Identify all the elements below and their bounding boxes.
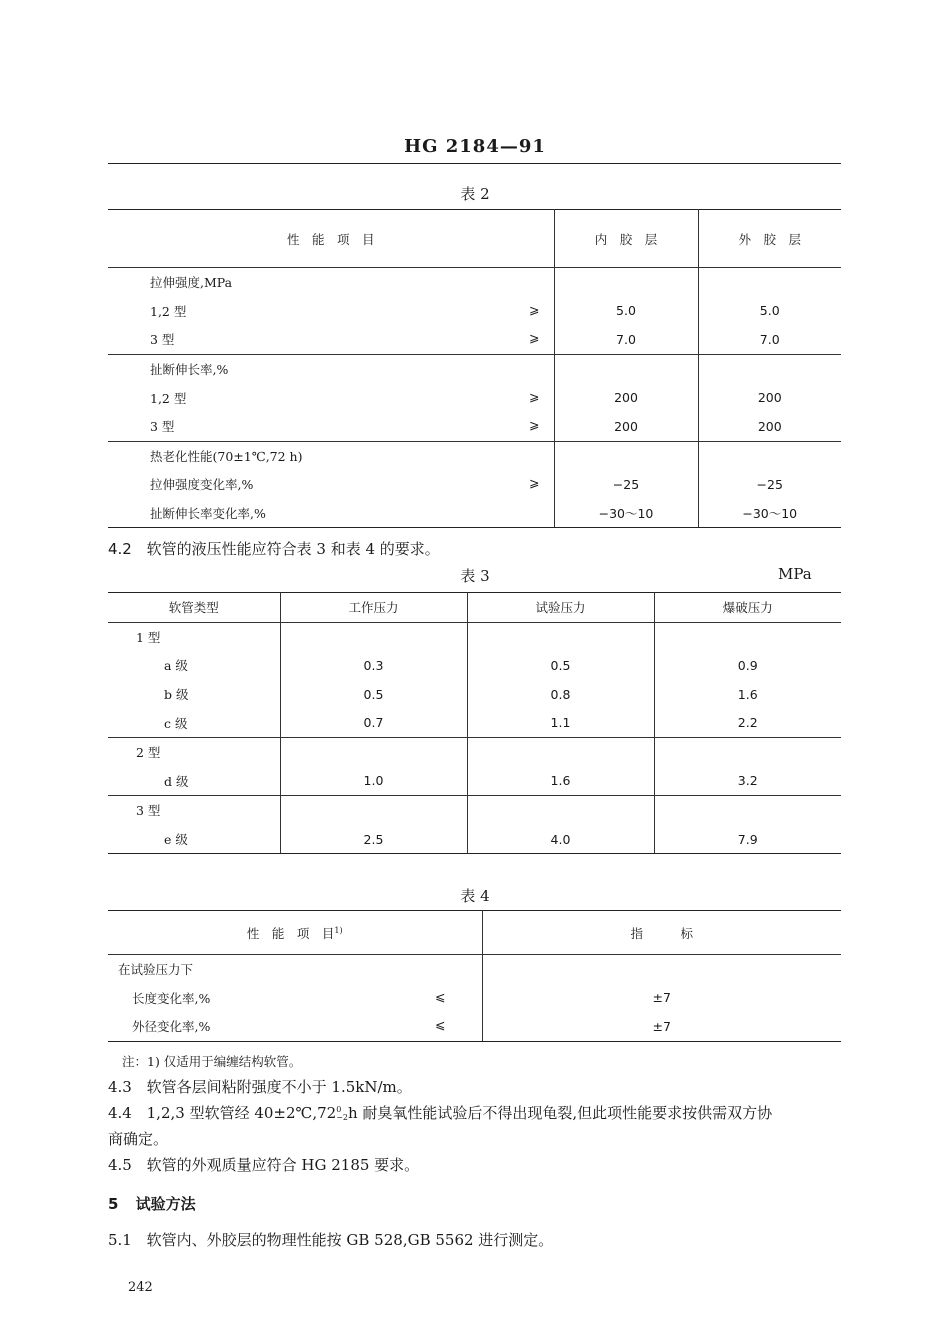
ge-icon: ⩾	[529, 301, 540, 317]
t4-value: ±7	[482, 1012, 841, 1041]
t2-row-label-text: 拉伸强度变化率,%	[150, 477, 254, 493]
t3-col-work: 工作压力	[280, 593, 467, 623]
t3-test: 0.5	[467, 651, 654, 680]
t3-grade: d 级	[108, 767, 280, 796]
t2-inner-value: 200	[554, 412, 698, 441]
table4-caption: 表 4	[460, 887, 490, 905]
para-4-4-continued: 商确定。	[108, 1130, 169, 1148]
t4-row-label	[108, 984, 482, 1013]
t2-row-label	[108, 297, 554, 326]
t2-row-label-text: 1,2 型	[150, 303, 187, 319]
t2-col-inner: 内 胶 层	[554, 210, 698, 268]
t3-work: 2.5	[280, 825, 467, 854]
t2-row-label	[108, 499, 554, 528]
t3-type: 3 型	[108, 796, 280, 825]
t2-row-label	[108, 412, 554, 441]
t3-grade: e 级	[108, 825, 280, 854]
para-text: 软管内、外胶层的物理性能按 GB 528,GB 5562 进行测定。	[146, 1231, 554, 1249]
t2-inner-value: −30～10	[554, 499, 698, 528]
table2-caption: 表 2	[460, 185, 490, 203]
t2-inner-value: 200	[554, 383, 698, 412]
t2-outer-value: −25	[756, 476, 783, 492]
t2-col-outer: 外 胶 层	[698, 210, 841, 268]
t2-outer-value: 200	[757, 418, 782, 434]
section-num: 5	[108, 1195, 119, 1213]
t3-col-type: 软管类型	[108, 593, 280, 623]
t2-row-label-text: 1,2 型	[150, 390, 187, 406]
para-num: 4.5	[108, 1156, 132, 1174]
para-text-cont: h 耐臭氧性能试验后不得出现龟裂,但此项性能要求按供需双方协	[347, 1104, 773, 1122]
t2-outer-value: 200	[757, 390, 782, 406]
t3-test: 4.0	[467, 825, 654, 854]
ge-icon: ⩾	[529, 388, 540, 404]
t4-row-label-text: 外径变化率,%	[132, 1019, 211, 1035]
page-number: 242	[128, 1280, 153, 1295]
tolerance	[336, 1106, 348, 1122]
t3-type: 1 型	[108, 622, 280, 651]
t2-row-label-text: 3 型	[150, 332, 175, 348]
para-4-5	[108, 1154, 419, 1175]
t2-group-title: 扯断伸长率,%	[108, 354, 554, 383]
t3-work: 0.7	[280, 708, 467, 737]
ge-icon: ⩾	[529, 475, 540, 491]
footnote-ref: 1)	[334, 925, 343, 935]
t2-row-label-text: 3 型	[150, 419, 175, 435]
t2-outer-value: 7.0	[759, 331, 780, 347]
para-num: 4.4	[108, 1104, 132, 1122]
tolerance-upper: 0	[336, 1105, 342, 1114]
t4-col-item	[108, 911, 482, 955]
t3-type: 2 型	[108, 737, 280, 766]
tolerance-lower: −2	[336, 1113, 348, 1122]
header-rule	[108, 163, 841, 164]
para-num: 4.2	[108, 540, 132, 558]
t4-value: ±7	[652, 990, 671, 1006]
t2-row-label	[108, 470, 554, 499]
t4-col-index: 指 标	[482, 911, 841, 955]
t4-col-item-text: 性 能 项 目	[246, 925, 335, 941]
section-5-heading	[108, 1193, 196, 1214]
para-text: 1,2,3 型软管经 40±2℃,72	[146, 1104, 337, 1122]
section-title: 试验方法	[135, 1195, 196, 1213]
t3-col-burst: 爆破压力	[654, 593, 841, 623]
t2-inner-value: 5.0	[554, 297, 698, 326]
t2-outer-value: −30～10	[698, 499, 841, 528]
para-5-1	[108, 1229, 553, 1250]
para-num: 4.3	[108, 1078, 132, 1096]
table3-caption: 表 3	[460, 567, 490, 585]
t3-burst: 0.9	[737, 657, 758, 673]
para-text: 软管的液压性能应符合表 3 和表 4 的要求。	[146, 540, 440, 558]
t3-work: 1.0	[280, 767, 467, 796]
t4-row-label-text: 长度变化率,%	[132, 990, 211, 1006]
t3-burst: 1.6	[737, 686, 758, 702]
para-text: 软管各层间粘附强度不小于 1.5kN/m。	[146, 1078, 412, 1096]
t3-work: 0.5	[280, 680, 467, 709]
t3-col-test: 试验压力	[467, 593, 654, 623]
para-4-3	[108, 1076, 412, 1097]
table3-unit: MPa	[778, 565, 812, 583]
t3-burst: 3.2	[737, 773, 758, 789]
t2-row-label-text: 扯断伸长率变化率,%	[150, 506, 266, 522]
para-4-2	[108, 538, 440, 559]
t3-work: 0.3	[280, 651, 467, 680]
t3-grade: b 级	[108, 680, 280, 709]
table-2	[108, 209, 841, 528]
t3-grade: c 级	[108, 708, 280, 737]
standard-code: HG 2184—91	[404, 136, 546, 157]
t2-group-title: 拉伸强度,MPa	[108, 268, 554, 297]
t4-group-title: 在试验压力下	[108, 955, 482, 984]
t2-outer-value: 5.0	[759, 303, 780, 319]
para-4-4	[108, 1102, 772, 1123]
t3-grade: a 级	[108, 651, 280, 680]
t2-row-label	[108, 325, 554, 354]
t3-test: 1.6	[467, 767, 654, 796]
t2-group-title: 热老化性能(70±1℃,72 h)	[108, 441, 554, 470]
t4-row-label	[108, 1012, 482, 1041]
footnote: 注：1) 仅适用于编缠结构软管。	[122, 1054, 302, 1069]
ge-icon: ⩾	[529, 417, 540, 433]
t3-burst: 2.2	[737, 715, 758, 731]
table-3	[108, 592, 841, 854]
para-num: 5.1	[108, 1231, 132, 1249]
t2-row-label	[108, 383, 554, 412]
t2-inner-value: 7.0	[554, 325, 698, 354]
ge-icon: ⩾	[529, 330, 540, 346]
t3-test: 1.1	[467, 708, 654, 737]
t3-test: 0.8	[467, 680, 654, 709]
t2-inner-value: −25	[554, 470, 698, 499]
t2-col-item: 性 能 项 目	[108, 210, 554, 268]
le-icon: ⩽	[435, 1017, 446, 1033]
t3-burst: 7.9	[654, 825, 841, 854]
table-4	[108, 910, 841, 1042]
le-icon: ⩽	[435, 988, 446, 1004]
para-text: 软管的外观质量应符合 HG 2185 要求。	[146, 1156, 420, 1174]
